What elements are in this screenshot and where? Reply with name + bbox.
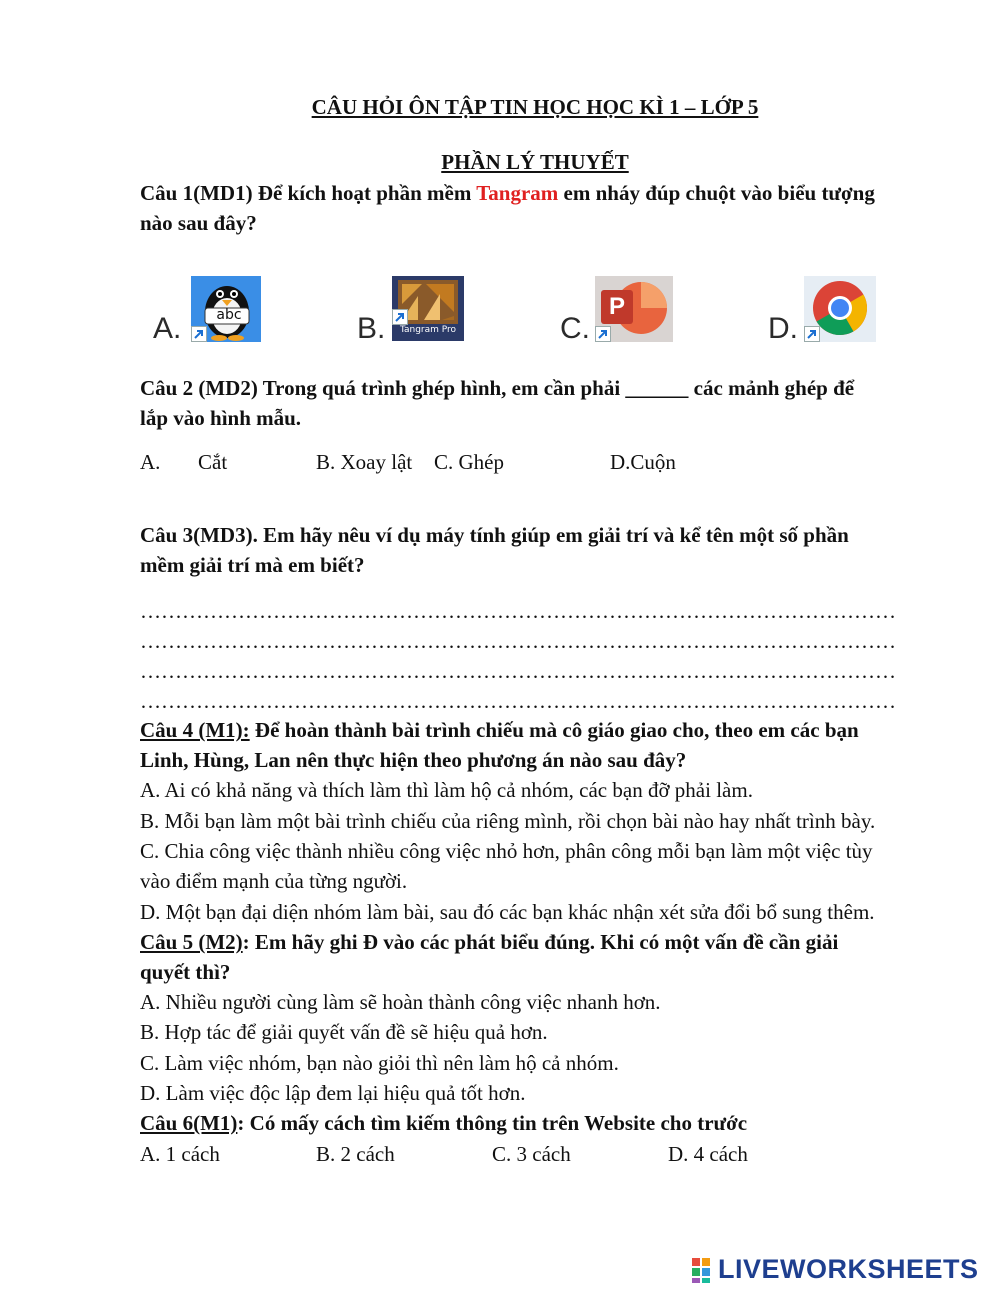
page-title: CÂU HỎI ÔN TẬP TIN HỌC HỌC KÌ 1 – LỚP 5 (311, 95, 759, 119)
q5-option-d[interactable]: D. Làm việc độc lập đem lại hiệu quả tốt hơn. (140, 1081, 526, 1105)
q4-option-b[interactable]: B. Mỗi bạn làm một bài trình chiếu của riêng mình, rồi chọn bài nào hay nhất trình bày. (140, 809, 876, 833)
q1-option-d-letter: D. (768, 312, 798, 345)
tangram-pro-label: Tangram Pro (399, 325, 457, 335)
q6-option-a[interactable]: A. 1 cách (140, 1142, 220, 1166)
q4-option-d[interactable]: D. Một bạn đại diện nhóm làm bài, sau đó các bạn khác nhận xét sửa đổi bổ sung thêm. (140, 900, 875, 924)
q1-prefix: Câu 1(MD1) Để kích hoạt phần mềm (140, 181, 477, 205)
q4-text (140, 715, 859, 745)
shortcut-arrow-icon (804, 326, 820, 342)
shortcut-arrow-icon (191, 326, 207, 342)
q5-option-a[interactable]: A. Nhiều người cùng làm sẽ hoàn thành công việc nhanh hơn. (140, 990, 661, 1014)
powerpoint-icon[interactable] (595, 276, 673, 342)
q2-option-b[interactable]: B. Xoay lật (316, 450, 413, 474)
q2-text-line2: lắp vào hình mẫu. (140, 406, 302, 430)
liveworksheets-watermark: LIVEWORKSHEETS (718, 1254, 979, 1284)
q6-rest: : Có mấy cách tìm kiếm thông tin trên Website cho trước (237, 1111, 748, 1135)
q5-text (140, 927, 838, 957)
q4-option-a[interactable]: A. Ai có khả năng và thích làm thì làm hộ cả nhóm, các bạn đỡ phải làm. (140, 778, 753, 802)
q1-suffix: em nháy đúp chuột vào biểu tượng (558, 181, 875, 205)
powerpoint-letter: P (608, 293, 625, 320)
q5-text-line2: quyết thì? (140, 960, 231, 984)
q1-option-a-letter: A. (153, 312, 182, 345)
q4-label: Câu 4 (M1): (140, 718, 250, 742)
q6-label: Câu 6(M1) (140, 1111, 238, 1135)
penguin-abc-icon[interactable] (191, 276, 261, 342)
q3-text: Câu 3(MD3). Em hãy nêu ví dụ máy tính giúp em giải trí và kể tên một số phần (140, 523, 849, 547)
q4-text-line2: Linh, Hùng, Lan nên thực hiện theo phương án nào sau đây? (140, 748, 687, 772)
q5-option-c[interactable]: C. Làm việc nhóm, bạn nào giỏi thì nên làm hộ cả nhóm. (140, 1051, 619, 1075)
q1-option-b-letter: B. (357, 312, 386, 345)
liveworksheets-logo-icon (692, 1256, 720, 1284)
q4-option-c[interactable]: C. Chia công việc thành nhiều công việc nhỏ hơn, phân công mỗi bạn làm một việc tùy (140, 839, 873, 863)
q1-text (140, 178, 875, 208)
q3-answer-line[interactable]: ……………………………………………………………………………………………… (140, 599, 896, 623)
q3-text-line2: mềm giải trí mà em biết? (140, 553, 365, 577)
q6-option-b[interactable]: B. 2 cách (316, 1142, 395, 1166)
section-title: PHẦN LÝ THUYẾT (441, 150, 629, 174)
q3-answer-line[interactable]: ……………………………………………………………………………………………… (140, 629, 896, 653)
q4-rest: Để hoàn thành bài trình chiếu mà cô giáo giao cho, theo em các bạn (249, 718, 859, 742)
q2-text: Câu 2 (MD2) Trong quá trình ghép hình, em cần phải ______ các mảnh ghép để (140, 376, 855, 400)
q5-option-b[interactable]: B. Hợp tác để giải quyết vấn đề sẽ hiệu quả hơn. (140, 1020, 548, 1044)
q6-text (140, 1108, 747, 1138)
q2-option-a-letter[interactable]: A. (140, 450, 161, 474)
q3-answer-line[interactable]: ……………………………………………………………………………………………… (140, 689, 896, 713)
q2-option-a[interactable]: Cắt (198, 450, 228, 474)
q2-option-d[interactable]: D.Cuộn (610, 450, 676, 474)
q3-answer-line[interactable]: ……………………………………………………………………………………………… (140, 659, 896, 683)
q6-option-d[interactable]: D. 4 cách (668, 1142, 748, 1166)
q1-text-line2: nào sau đây? (140, 211, 257, 235)
q4-option-c-line2[interactable]: vào điểm mạnh của từng người. (140, 869, 408, 893)
q2-option-c[interactable]: C. Ghép (434, 450, 504, 474)
q1-option-c-letter: C. (560, 312, 590, 345)
chrome-icon[interactable] (804, 276, 876, 342)
q5-label: Câu 5 (M2) (140, 930, 243, 954)
q6-option-c[interactable]: C. 3 cách (492, 1142, 571, 1166)
tangram-pro-icon[interactable] (392, 276, 464, 341)
q5-rest: : Em hãy ghi Đ vào các phát biểu đúng. Khi có một vấn đề cần giải (242, 930, 839, 954)
q1-highlight: Tangram (476, 181, 559, 205)
abc-label: abc (216, 307, 242, 323)
shortcut-arrow-icon (392, 309, 408, 325)
shortcut-arrow-icon (595, 326, 611, 342)
